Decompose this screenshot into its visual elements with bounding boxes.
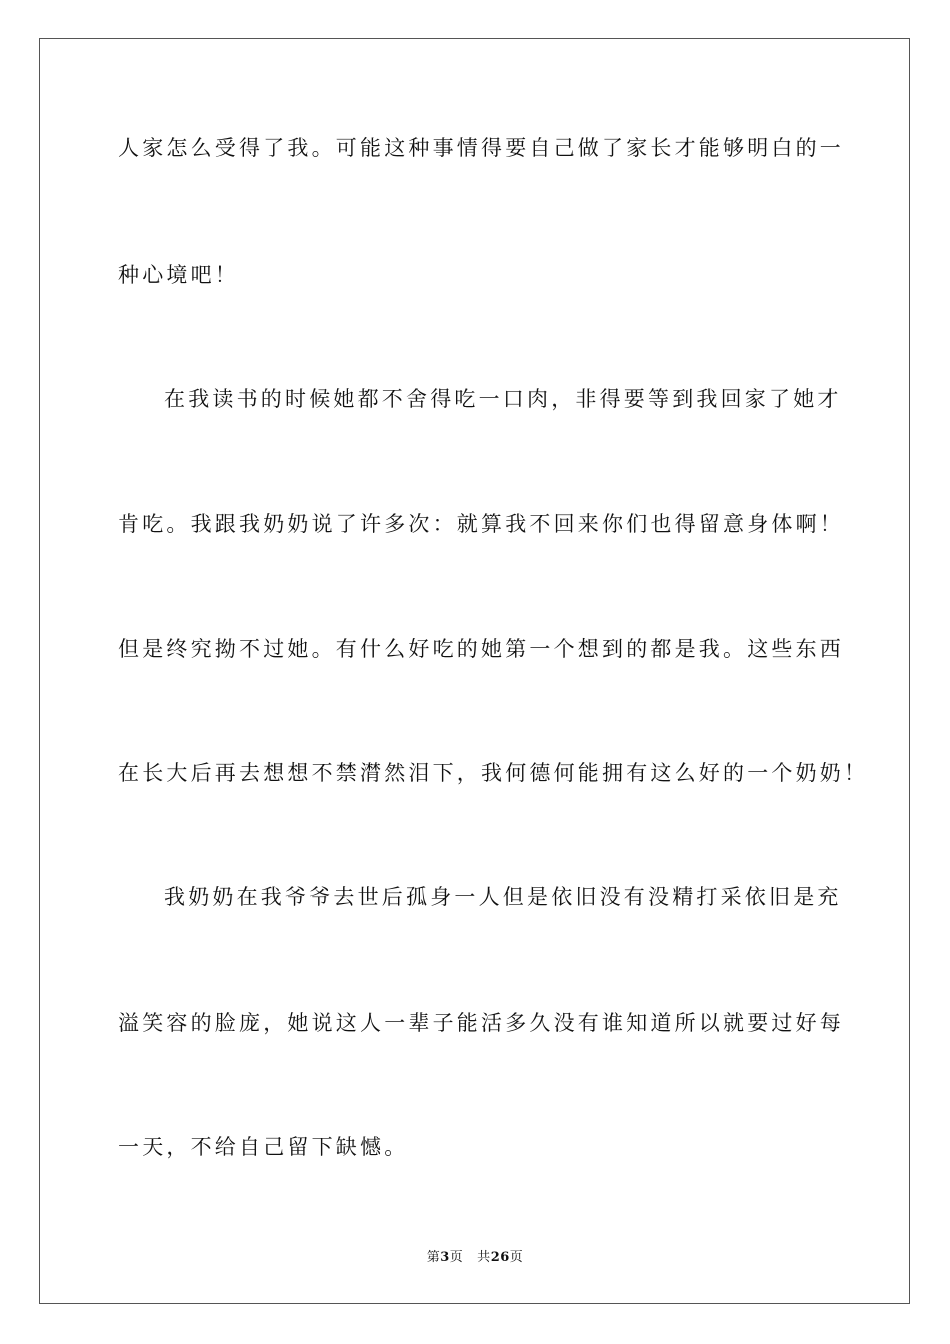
text-line-5: 但是终究拗不过她。有什么好吃的她第一个想到的都是我。这些东西	[118, 637, 844, 661]
text-line-4: 肯吃。我跟我奶奶说了许多次：就算我不回来你们也得留意身体啊！	[118, 512, 844, 536]
total-pages: 26	[490, 1250, 510, 1265]
total-prefix: 共	[477, 1250, 491, 1265]
page-frame	[39, 38, 910, 1304]
page-footer	[0, 1246, 950, 1265]
text-line-3: 在我读书的时候她都不舍得吃一口肉，非得要等到我回家了她才	[164, 387, 842, 411]
text-line-6: 在长大后再去想想不禁潸然泪下，我何德何能拥有这么好的一个奶奶！	[118, 761, 869, 785]
page-prefix: 第	[426, 1250, 441, 1265]
text-line-8: 溢笑容的脸庞，她说这人一辈子能活多久没有谁知道所以就要过好每	[118, 1011, 844, 1035]
page-number: 3	[440, 1250, 450, 1265]
page-suffix: 页	[449, 1250, 464, 1265]
text-line-7: 我奶奶在我爷爷去世后孤身一人但是依旧没有没精打采依旧是充	[164, 885, 842, 909]
text-line-2: 种心境吧！	[118, 263, 239, 287]
total-suffix: 页	[509, 1250, 524, 1265]
text-line-1: 人家怎么受得了我。可能这种事情得要自己做了家长才能够明白的一	[118, 136, 844, 160]
text-line-9: 一天，不给自己留下缺憾。	[118, 1135, 409, 1159]
